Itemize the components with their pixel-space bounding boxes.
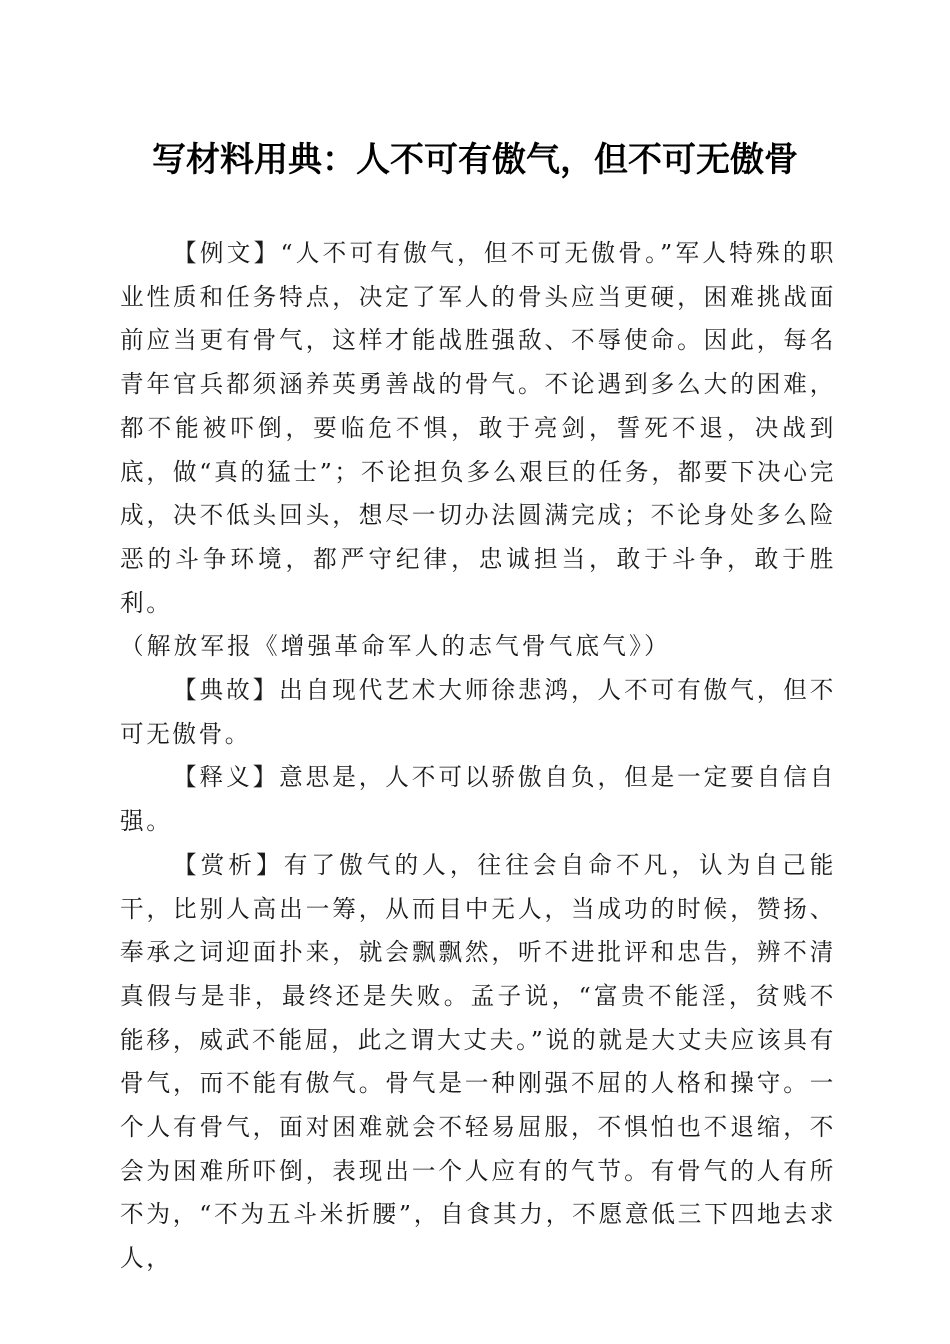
paragraph-text: “人不可有傲气，但不可无傲骨。”军人特殊的职业性质和任务特点，决定了军人的骨头应当更硬，困难挑战面前应当更有骨气，这样才能战胜强敌、不辱使命。因此，每名青年官兵都须涵养英勇善战的骨气。不论遇到多么大的困难，都不能被吓倒，要临危不惧，敢于亮剑，誓死不退，决战到底，做“真的猛士”；不论担负多么艰巨的任务，都要下决心完成，决不低头回头，想尽一切办法圆满完成；不论身处多么险恶的斗争环境，都严守纪律，忠诚担当，敢于斗争，敢于胜利。: [120, 239, 836, 617]
paragraph-example: [120, 232, 836, 625]
paragraph-source: [120, 625, 836, 669]
paragraph-tag: 【释义】: [173, 763, 280, 792]
paragraph-meaning: [120, 756, 836, 843]
paragraph-text: 出自现代艺术大师徐悲鸿，人不可有傲气，但不可无傲骨。: [120, 676, 836, 748]
paragraph-tag: 【赏析】: [173, 850, 284, 879]
paragraph-tag: 【典故】: [173, 676, 280, 705]
document-body: [120, 232, 836, 1281]
paragraph-analysis: [120, 844, 836, 1281]
paragraph-text: （解放军报《增强革命军人的志气骨气底气》）: [120, 632, 671, 661]
paragraph-tag: 【例文】: [173, 239, 281, 267]
paragraph-allusion: [120, 669, 836, 756]
document-title: 写材料用典：人不可有傲气，但不可无傲骨: [152, 140, 798, 180]
paragraph-text: 有了傲气的人，往往会自命不凡，认为自己能干，比别人高出一筹，从而目中无人，当成功的时候，赞扬、奉承之词迎面扑来，就会飘飘然，听不进批评和忠告，辨不清真假与是非，最终还是失败。孟子说，“富贵不能淫，贫贱不能移，威武不能屈，此之谓大丈夫。”说的就是大丈夫应该具有骨气，而不能有傲气。骨气是一种刚强不屈的人格和操守。一个人有骨气，面对困难就会不轻易屈服，不惧怕也不退缩，不会为困难所吓倒，表现出一个人应有的气节。有骨气的人有所不为，“不为五斗米折腰”，自食其力，不愿意低三下四地去求人，: [120, 850, 836, 1273]
paragraph-text: 意思是，人不可以骄傲自负，但是一定要自信自强。: [120, 763, 836, 836]
